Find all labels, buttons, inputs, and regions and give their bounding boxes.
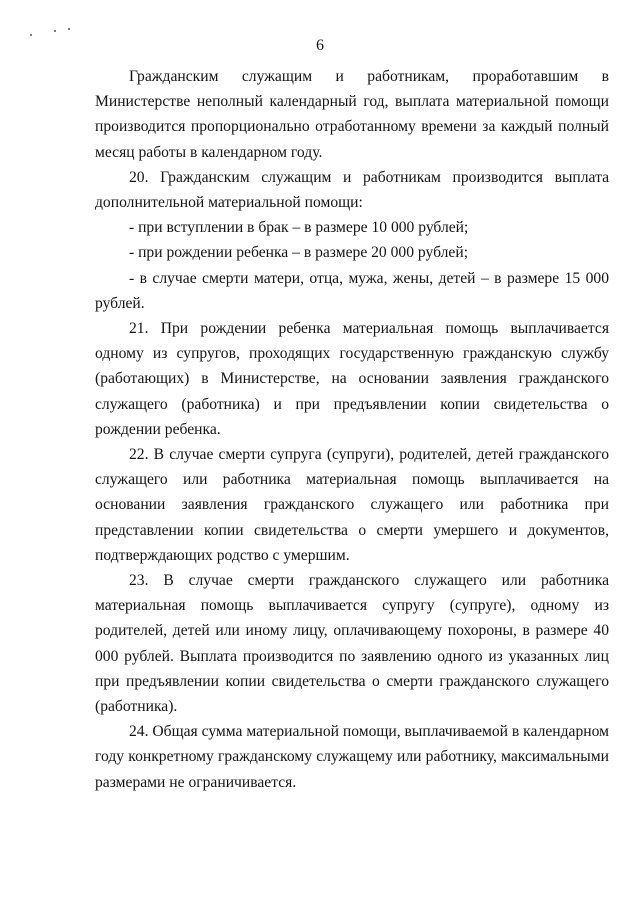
paragraph-partial-year: Гражданским служащим и работникам, проработавшим в Министерстве неполный календарный год, выплата материальной помощи производится пропорционально отработанному времени за каждый полный месяц работы в календарном году. bbox=[95, 68, 609, 161]
paragraph-22: 22. В случае смерти супруга (супруги), родителей, детей гражданского служащего или работника материальная помощь выплачивается на основании заявления гражданского служащего или работника при представлении копии свидетельства о смерти умершего и документов, подтверждающих родство с умершим. bbox=[95, 446, 609, 564]
page-number: 6 bbox=[316, 37, 324, 54]
scan-speck bbox=[30, 34, 32, 36]
list-item-childbirth: - при рождении ребенка – в размере 20 000 рублей; bbox=[129, 244, 469, 262]
paragraph-24: 24. Общая сумма материальной помощи, выплачиваемой в календарном году конкретному гражданскому служащему или работнику, максимальными размерами не ограничивается. bbox=[95, 723, 609, 791]
paragraph-21: 21. При рождении ребенка материальная помощь выплачивается одному из супругов, проходящих государственную гражданскую службу (работающих) в Министерстве, на основании заявления гражданского служащего (работника) и при предъявлении копии свидетельства о рождении ребенка. bbox=[95, 320, 609, 438]
scan-speck bbox=[68, 28, 70, 30]
paragraph-23: 23. В случае смерти гражданского служащего или работника материальная помощь выплачивается супругу (супруге), одному из родителей, детей или иному лицу, оплачивающему похороны, в размере 40 000 рублей. Выплата производится по заявлению одного из указанных лиц при предъявлении копии свидетельства о смерти гражданского служащего (работника). bbox=[95, 572, 609, 716]
document-body bbox=[95, 64, 609, 795]
list-item-death-relative: - в случае смерти матери, отца, мужа, жены, детей – в размере 15 000 рублей. bbox=[95, 269, 609, 312]
scan-speck bbox=[54, 30, 56, 32]
list-item-marriage: - при вступлении в брак – в размере 10 000 рублей; bbox=[129, 219, 469, 237]
paragraph-20: 20. Гражданским служащим и работникам производится выплата дополнительной материальной помощи: bbox=[95, 168, 609, 212]
